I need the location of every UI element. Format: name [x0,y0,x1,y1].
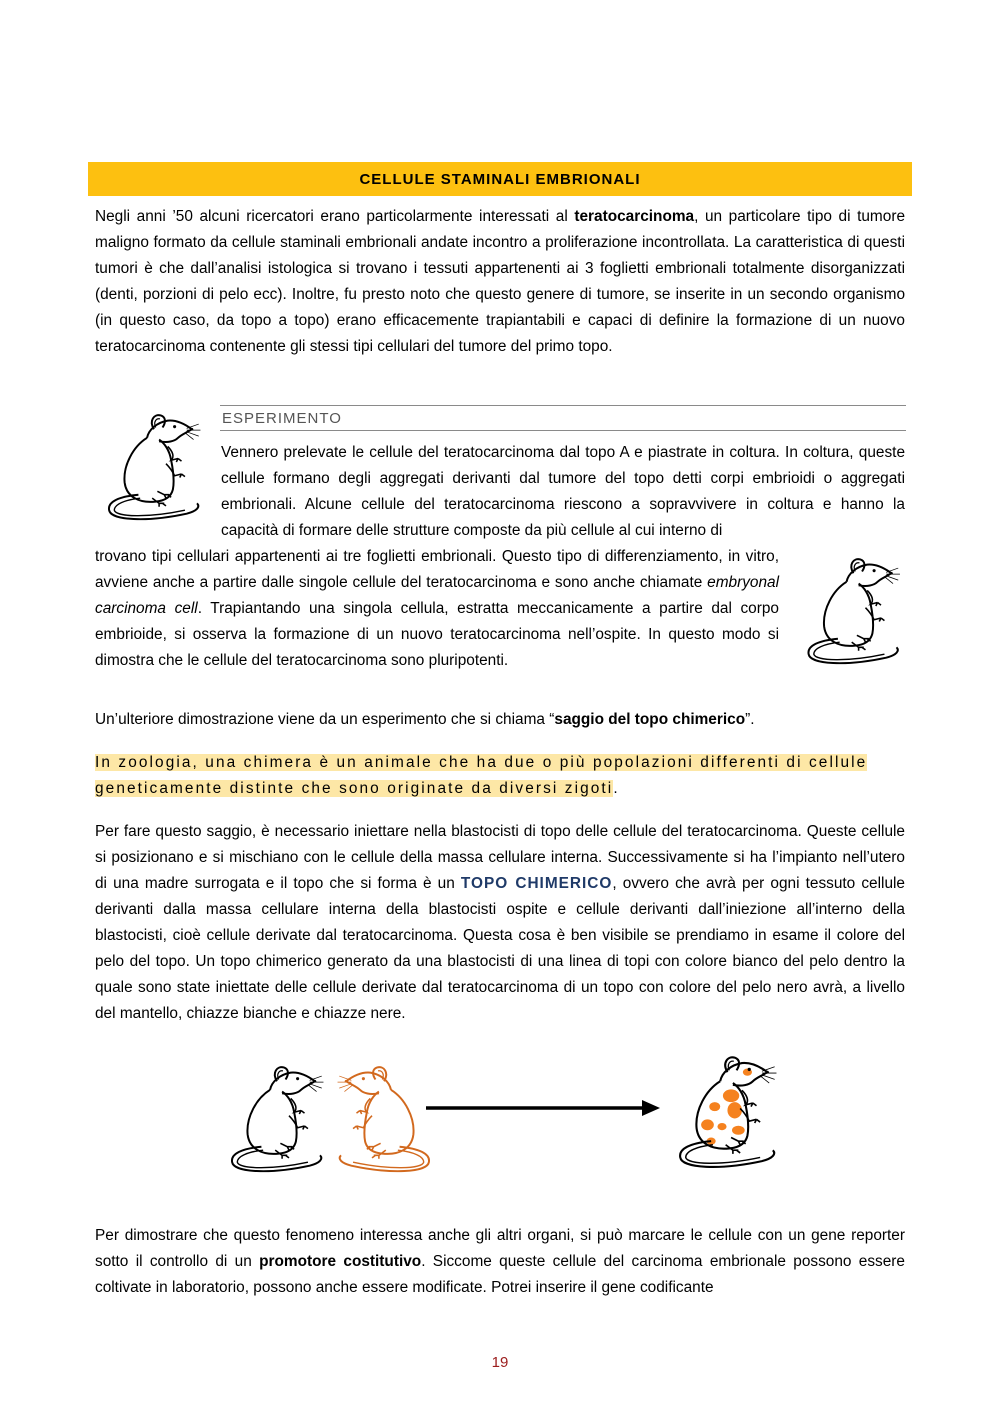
experiment-paragraph-2: trovano tipi cellulari appartenenti ai tre foglietti embrionali. Questo tipo di differenziamento, in vitro, avviene anche a partire dalle singole cellule del teratocarcinoma e sono anche chiamate embryonal carcinoma cell. Trapiantando una singola cellula, estratta meccanicamente a partire dal corpo embrioide, si osserva la formazione di un nuovo teratocarcinoma nell’ospite. In questo modo si dimostra che le cellule del teratocarcinoma sono pluripotenti. [95,548,779,669]
mouse-icon [224,1064,329,1176]
arrow-icon [424,1096,664,1120]
chimeric-mouse-icon [672,1054,782,1172]
experiment-heading: ESPERIMENTO [220,405,906,431]
section-title: CELLULE STAMINALI EMBRIONALI [88,162,912,196]
orange-mouse-icon [332,1064,437,1176]
intro-paragraph: Negli anni ’50 alcuni ricercatori erano particolarmente interessati al teratocarcinoma, un particolare tipo di tumore maligno formato da cellule staminali embrionali andate incontro a proliferazione incontrollata. La caratteristica di questi tumori è che dall’analisi istologica si trovano i tessuti appartenenti ai 3 foglietti embrionali totalmente disorganizzati (denti, porzioni di pelo ecc). Inoltre, fu presto noto che questo genere di tumore, se inserite in un secondo organismo (in questo caso, da topo a topo) erano efficacemente trapiantabili e capaci di definire la formazione di un nuovo teratocarcinoma contenente gli stessi tipi cellulari del tumore del primo topo. [95,208,905,355]
experiment-paragraph-1: Vennero prelevate le cellule del teratocarcinoma dal topo A e piastrate in coltura. In coltura, queste cellule formano degli aggregati derivanti dal tumore del topo detti corpi embrioidi o aggregati embrionali. Alcune cellule del teratocarcinoma riescono a sopravvivere in coltura e hanno la capacità di formare delle strutture composte da più cellule al cui interno di [221,444,905,539]
mouse-icon [798,556,908,668]
mouse-icon [96,412,211,524]
further-paragraph: Un’ulteriore dimostrazione viene da un esperimento che si chiama “saggio del topo chimerico”. [95,711,755,728]
assay-paragraph: Per fare questo saggio, è necessario iniettare nella blastocisti di topo delle cellule del teratocarcinoma. Queste cellule si posizionano e si mischiano con le cellule della massa cellulare interna. Successivamente si ha l’impianto nell’utero di una madre surrogata e il topo che si forma è un TOPO CHIMERICO, ovvero che avrà per ogni tessuto cellule derivanti dalla massa cellulare interna della blastocisti ospite e cellule derivanti dall’iniezione all’interno della blastocisti, cioè cellule derivate dal teratocarcinoma. Questa cosa è ben visibile se prendiamo in esame il colore del pelo del topo. Un topo chimerico generato da una blastocisti di una linea di topi con colore bianco del pelo dentro la quale sono state iniettate delle cellule derivate dal teratocarcinoma di un topo con colore del pelo nero avrà, a livello del mantello, chiazze bianche e chiazze nere. [95,823,905,1022]
closing-paragraph: Per dimostrare che questo fenomeno interessa anche gli altri organi, si può marcare le cellule con un gene reporter sotto il controllo di un promotore costitutivo. Siccome queste cellule del carcinoma embrionale possono essere coltivate in laboratorio, possono anche essere modificate. Potrei inserire il gene codificante [95,1227,905,1296]
chimera-definition: In zoologia, una chimera è un animale che ha due o più popolazioni differenti di cellule geneticamente distinte che sono originate da diversi zigoti. [95,754,868,797]
page-number: 19 [491,1354,509,1371]
